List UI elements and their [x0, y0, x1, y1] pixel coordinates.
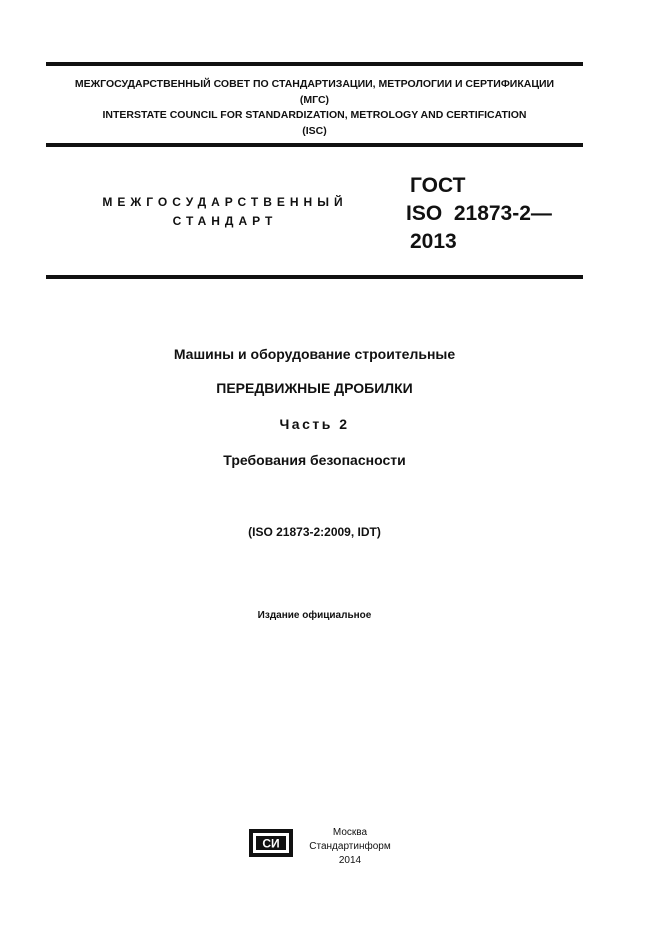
edition-label: Издание официальное: [257, 610, 372, 621]
document-subject: Машины и оборудование строительные: [173, 346, 456, 362]
standartinform-logo-icon: [249, 829, 293, 857]
publisher-name: Стандартинформ: [309, 841, 391, 852]
publication-year: 2014: [338, 855, 362, 866]
council-name-ru: МЕЖГОСУДАРСТВЕННЫЙ СОВЕТ ПО СТАНДАРТИЗАЦИИ, МЕТРОЛОГИИ И СЕРТИФИКАЦИИ: [74, 78, 555, 90]
council-abbr-en: (ISC): [302, 124, 327, 137]
standard-kind-line2: СТАНДАРТ: [172, 214, 278, 228]
top-rule: [46, 62, 583, 66]
council-abbr-ru: (МГС): [299, 93, 330, 106]
standard-designation: [406, 172, 552, 256]
publisher-city: Москва: [332, 827, 368, 838]
designation-year: 2013: [410, 230, 457, 253]
standard-kind-line1: МЕЖГОСУДАРСТВЕННЫЙ: [102, 195, 348, 209]
council-header: [46, 77, 583, 139]
document-title: ПЕРЕДВИЖНЫЕ ДРОБИЛКИ: [216, 380, 413, 396]
publisher-info: [304, 826, 396, 868]
svg-text:СИ: СИ: [262, 836, 280, 851]
document-part: Часть 2: [279, 416, 350, 432]
designation-divider: [46, 275, 583, 279]
document-subtitle: Требования безопасности: [223, 452, 406, 468]
council-name-en: INTERSTATE COUNCIL FOR STANDARDIZATION, METROLOGY AND CERTIFICATION: [102, 109, 527, 121]
designation-gost: ГОСТ: [410, 174, 466, 197]
designation-number: ISO 21873-2—: [406, 202, 552, 225]
iso-reference: (ISO 21873-2:2009, IDT): [248, 525, 381, 539]
header-divider: [46, 143, 583, 147]
standard-kind: [75, 193, 375, 231]
